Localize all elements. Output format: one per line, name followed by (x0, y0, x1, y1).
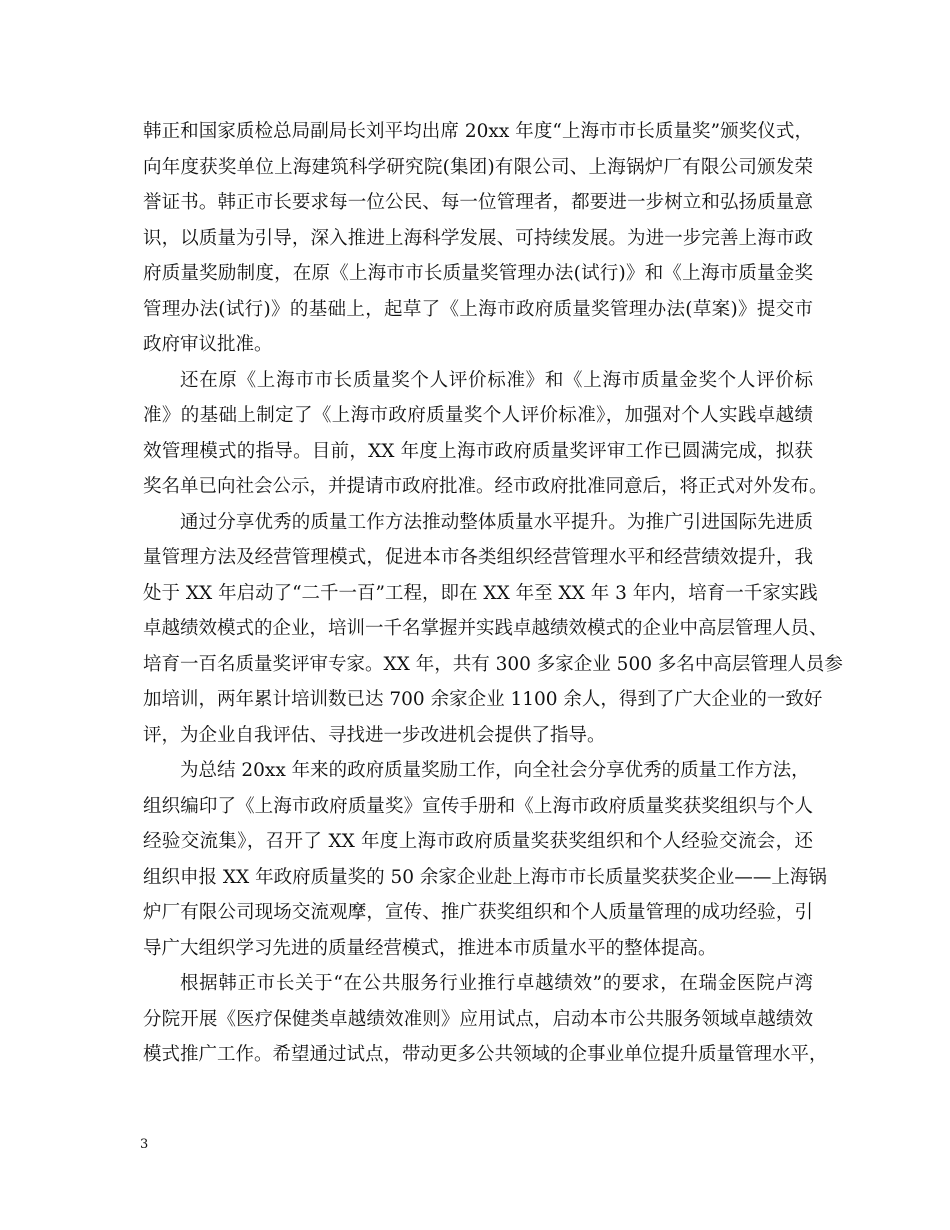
text-line: 政府审议批准。 (143, 334, 273, 355)
text-line: 组织编印了《上海市政府质量奖》宣传手册和《上海市政府质量奖获奖组织与个人 (143, 795, 813, 817)
text-line: 效管理模式的指导。目前，XX 年度上海市政府质量奖评审工作已圆满完成，拟获 (143, 440, 813, 462)
text-line: 通过分享优秀的质量工作方法推动整体质量水平提升。为推广引进国际先进质 (180, 511, 813, 533)
page-number: 3 (140, 1137, 149, 1152)
text-line: 根据韩正市长关于“在公共服务行业推行卓越绩效”的要求，在瑞金医院卢湾 (180, 973, 813, 994)
text-line: 韩正和国家质检总局副局长刘平均出席 20xx 年度“上海市市长质量奖”颁奖仪式， (143, 121, 813, 142)
text-line: 分院开展《医疗保健类卓越绩效准则》应用试点，启动本市公共服务领域卓越绩效 (143, 1008, 813, 1030)
text-line: 识，以质量为引导，深入推进上海科学发展、可持续发展。为进一步完善上海市政 (143, 227, 813, 249)
text-line: 炉厂有限公司现场交流观摩，宣传、推广获奖组织和个人质量管理的成功经验，引 (143, 902, 813, 923)
text-line: 奖名单已向社会公示，并提请市政府批准。经市政府批准同意后，将正式对外发布。 (143, 476, 828, 497)
text-line: 经验交流集》，召开了 XX 年度上海市政府质量奖获奖组织和个人经验交流会，还 (143, 831, 813, 852)
text-line: 处于 XX 年启动了“二千一百”工程，即在 XX 年至 XX 年 3 年内，培育一千家实践 (143, 582, 818, 604)
text-line: 准》的基础上制定了《上海市政府质量奖个人评价标准》，加强对个人实践卓越绩 (143, 405, 813, 426)
text-line: 培育一百名质量奖评审专家。XX 年，共有 300 多家企业 500 多名中高层管理人员参 (143, 653, 843, 675)
text-line: 为总结 20xx 年来的政府质量奖励工作，向全社会分享优秀的质量工作方法， (180, 760, 810, 781)
text-line: 誉证书。韩正市长要求每一位公民、每一位管理者，都要进一步树立和弘扬质量意 (143, 192, 813, 213)
text-line: 府质量奖励制度，在原《上海市市长质量奖管理办法(试行)》和《上海市质量金奖 (143, 263, 813, 284)
text-line: 模式推广工作。希望通过试点，带动更多公共领域的企事业单位提升质量管理水平， (143, 1044, 828, 1065)
text-line: 管理办法(试行)》的基础上，起草了《上海市政府质量奖管理办法(草案)》提交市 (143, 298, 813, 320)
text-line: 还在原《上海市市长质量奖个人评价标准》和《上海市质量金奖个人评价标 (180, 369, 813, 391)
text-line: 向年度获奖单位上海建筑科学研究院(集团)有限公司、上海锅炉厂有限公司颁发荣 (143, 156, 813, 178)
body-text (143, 114, 843, 1073)
text-line: 加培训，两年累计培训数已达 700 余家企业 1100 余人，得到了广大企业的一致好 (143, 689, 823, 710)
text-line: 组织申报 XX 年政府质量奖的 50 余家企业赴上海市市长质量奖获奖企业——上海锅 (143, 866, 827, 888)
text-line: 量管理方法及经营管理模式，促进本市各类组织经营管理水平和经营绩效提升，我 (143, 547, 813, 568)
text-line: 导广大组织学习先进的质量经营模式，推进本市质量水平的整体提高。 (143, 937, 717, 959)
text-line: 评，为企业自我评估、寻找进一步改进机会提供了指导。 (143, 724, 606, 746)
text-line: 卓越绩效模式的企业，培训一千名掌握并实践卓越绩效模式的企业中高层管理人员、 (143, 618, 828, 639)
